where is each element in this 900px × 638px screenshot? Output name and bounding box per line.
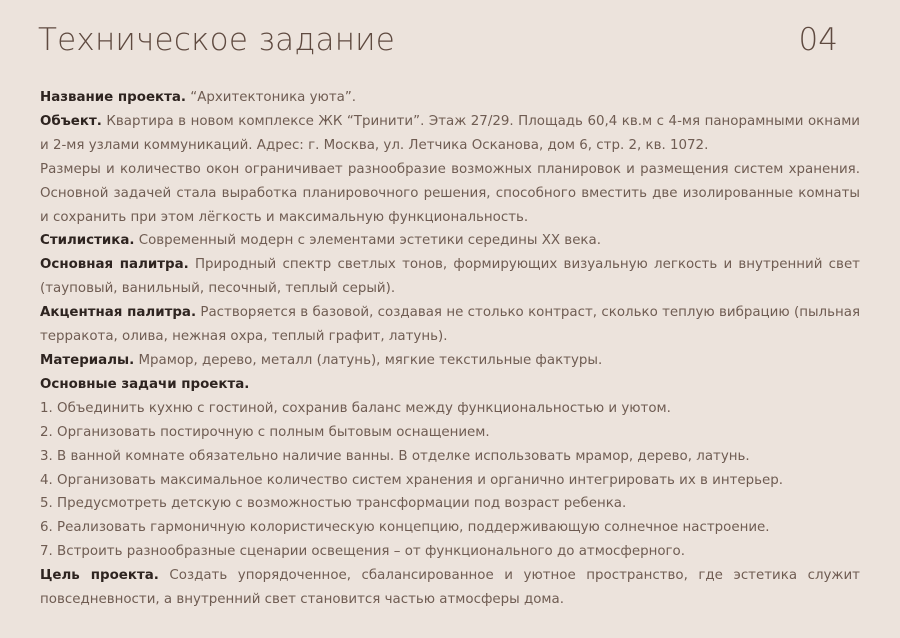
accent-paragraph <box>40 301 860 349</box>
task-item: 6. Реализовать гармоничную колористическую концепцию, поддерживающую солнечное настроение. <box>40 520 770 536</box>
task-item: 4. Организовать максимальное количество систем хранения и органично интегрировать их в интерьер. <box>40 472 784 488</box>
tasks-heading <box>40 373 860 397</box>
accent-label: Акцентная палитра. <box>40 305 197 321</box>
page-number: 04 <box>798 22 838 58</box>
palette-text: Природный спектр светлых тонов, формирующих визуальную легкость и внутренний свет (тауповый, ванильный, песочный, теплый серый). <box>40 257 860 297</box>
style-text: Современный модерн с элементами эстетики середины XX века. <box>134 233 601 249</box>
project-name-text: “Архитектоника уюта”. <box>186 90 357 105</box>
materials-label: Материалы. <box>40 352 135 368</box>
project-name-paragraph <box>40 86 860 110</box>
tasks-label: Основные задачи проекта. <box>40 376 250 392</box>
spec-content <box>40 86 860 612</box>
goal-label: Цель проекта. <box>40 568 159 584</box>
accent-text: Растворяется в базовой, создавая не столько контраст, сколько теплую вибрацию (пыльная терракота, олива, нежная охра, теплый графит, латунь). <box>40 305 861 345</box>
palette-label: Основная палитра. <box>40 257 189 273</box>
materials-text: Мрамор, дерево, металл (латунь), мягкие текстильные фактуры. <box>134 352 603 368</box>
materials-paragraph <box>40 349 860 373</box>
object-text: Квартира в новом комплексе ЖК “Тринити”. Этаж 27/29. Площадь 60,4 кв.м с 4-мя панорамными окнами и 2-мя узлами коммуникаций. Адрес: г. Москва, ул. Летчика Осканова, дом 6, стр. 2, кв. 1072. <box>40 113 860 153</box>
task-item: 7. Встроить разнообразные сценарии освещения – от функционального до атмосферного. <box>40 544 685 560</box>
object-label: Объект. <box>40 113 102 129</box>
page-title: Техническое задание <box>38 22 396 58</box>
palette-paragraph <box>40 253 860 301</box>
task-item: 5. Предусмотреть детскую с возможностью трансформации под возраст ребенка. <box>40 496 627 512</box>
style-paragraph <box>40 229 860 253</box>
task-item: 1. Объединить кухню с гостиной, сохранив баланс между функциональностью и уютом. <box>40 400 671 416</box>
goal-paragraph <box>40 564 860 612</box>
task-item: 2. Организовать постирочную с полным бытовым оснащением. <box>40 424 490 440</box>
goal-text: Создать упорядоченное, сбалансированное и уютное пространство, где эстетика служит повседневности, а внутренний свет становится частью атмосферы дома. <box>40 568 860 608</box>
task-item: 3. В ванной комнате обязательно наличие ванны. В отделке использовать мрамор, дерево, латунь. <box>40 448 750 464</box>
style-label: Стилистика. <box>40 233 135 249</box>
object-description: Размеры и количество окон ограничивает разнообразие возможных планировок и размещения систем хранения. Основной задачей стала выработка планировочного решения, способного вместить две изолированные комнаты и сохранить при этом лёгкость и максимальную функциональность. <box>40 161 860 225</box>
object-paragraph <box>40 110 860 158</box>
project-name-label: Название проекта. <box>40 90 187 105</box>
